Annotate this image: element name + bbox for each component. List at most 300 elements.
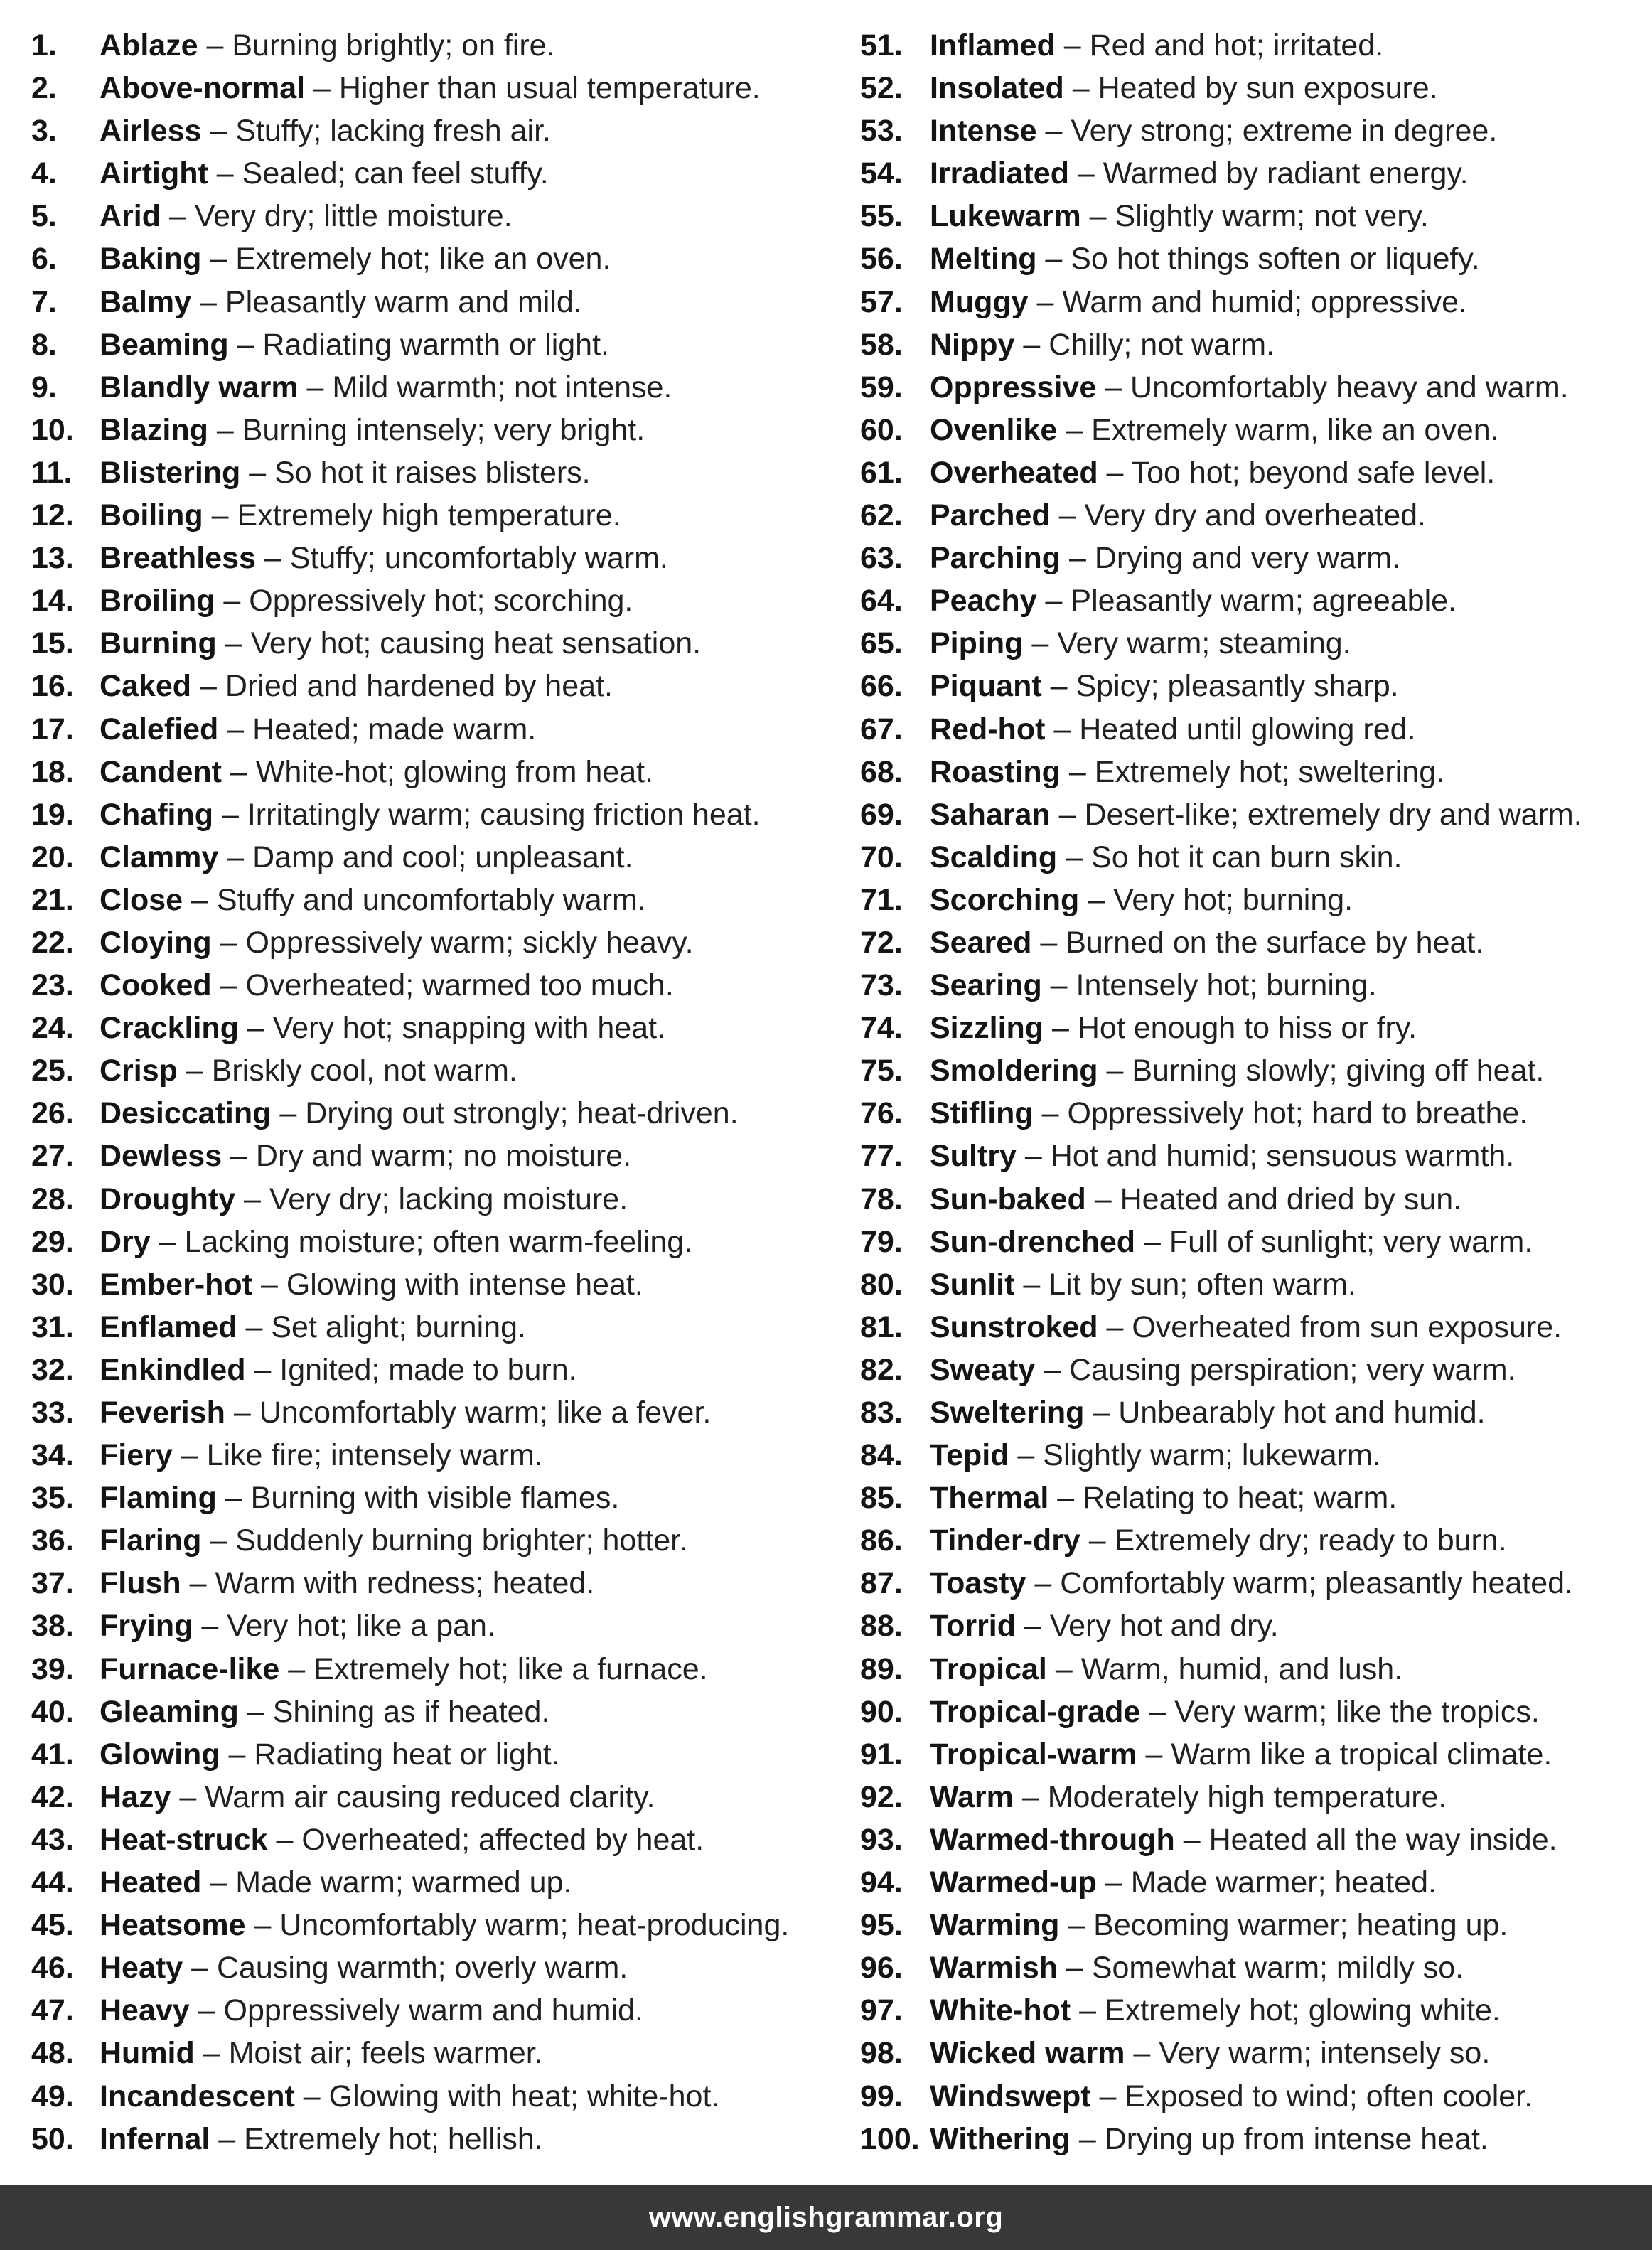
item-number: 50.	[31, 2121, 74, 2156]
item-number: 28.	[31, 1182, 74, 1216]
item-number: 32.	[31, 1352, 74, 1387]
item-term: Flaring	[100, 1523, 202, 1558]
item-number: 36.	[31, 1523, 74, 1558]
item-term: Hazy	[100, 1779, 171, 1814]
item-term: Seared	[930, 925, 1032, 960]
item-separator: –	[225, 1395, 259, 1430]
item-text	[100, 1907, 789, 1949]
item-term: Cloying	[100, 925, 212, 960]
item-text	[930, 1479, 1397, 1522]
item-separator: –	[201, 1523, 236, 1558]
item-separator: –	[183, 882, 217, 917]
item-text	[930, 1821, 1557, 1864]
item-number: 2.	[31, 71, 57, 106]
list-item	[31, 27, 842, 70]
item-text	[930, 497, 1426, 540]
list-item	[860, 1009, 1642, 1052]
item-definition: Stuffy and uncomfortably warm.	[216, 882, 646, 917]
item-term: Ember-hot	[100, 1267, 252, 1302]
item-term: Incandescent	[100, 2079, 295, 2114]
item-number: 33.	[31, 1395, 74, 1430]
list-item	[31, 754, 842, 796]
item-text	[100, 1821, 704, 1864]
item-separator: –	[255, 541, 290, 576]
list-item	[860, 284, 1642, 326]
item-term: Stifling	[930, 1096, 1034, 1131]
item-term: Above-normal	[100, 71, 306, 106]
item-number: 52.	[860, 71, 903, 106]
item-definition: Very warm; intensely so.	[1159, 2036, 1491, 2071]
item-separator: –	[1033, 1096, 1068, 1131]
word-list-column-right	[860, 27, 1642, 2163]
item-term: Searing	[930, 968, 1042, 1003]
item-term: Broiling	[100, 584, 215, 618]
item-separator: –	[1059, 1908, 1094, 1943]
item-definition: Pleasantly warm and mild.	[225, 284, 582, 319]
item-definition: Heated and dried by sun.	[1120, 1182, 1462, 1216]
item-text	[100, 1009, 665, 1052]
item-number: 96.	[860, 1951, 903, 1986]
item-number: 91.	[860, 1737, 903, 1772]
item-separator: –	[150, 1224, 185, 1259]
item-definition: Somewhat warm; mildly so.	[1091, 1951, 1464, 1986]
list-item	[31, 2035, 842, 2077]
item-separator: –	[1098, 455, 1132, 490]
item-separator: –	[240, 455, 275, 490]
item-number: 11.	[31, 455, 73, 490]
item-number: 14.	[31, 584, 74, 618]
list-item	[860, 1437, 1642, 1479]
item-number: 43.	[31, 1822, 74, 1857]
list-item	[860, 882, 1642, 924]
item-definition: Extremely warm, like an oven.	[1091, 412, 1499, 447]
item-term: Blandly warm	[100, 370, 299, 405]
item-text	[100, 668, 613, 710]
list-item	[860, 112, 1642, 155]
item-term: Saharan	[930, 797, 1051, 832]
list-item	[860, 1693, 1642, 1736]
item-number: 54.	[860, 156, 903, 191]
item-term: Sweltering	[930, 1395, 1085, 1430]
item-number: 24.	[31, 1011, 74, 1046]
item-separator: –	[211, 925, 246, 960]
item-term: Sizzling	[930, 1011, 1044, 1046]
item-definition: So hot it can burn skin.	[1091, 840, 1402, 874]
item-term: Clammy	[100, 840, 219, 874]
item-definition: Slightly warm; lukewarm.	[1043, 1438, 1381, 1473]
item-separator: –	[245, 1908, 280, 1943]
item-number: 83.	[860, 1395, 903, 1430]
item-term: Tropical	[930, 1651, 1047, 1686]
list-item	[31, 796, 842, 839]
list-item	[860, 1223, 1642, 1266]
item-definition: So hot it raises blisters.	[274, 455, 591, 490]
list-item	[860, 1052, 1642, 1095]
list-item	[31, 1693, 842, 1736]
item-number: 94.	[860, 1865, 903, 1900]
item-separator: –	[218, 840, 253, 874]
item-text	[100, 625, 701, 668]
item-text	[100, 1864, 572, 1907]
item-separator: –	[161, 199, 195, 234]
list-item	[860, 1309, 1642, 1351]
item-separator: –	[213, 797, 247, 832]
item-definition: Very hot; snapping with heat.	[272, 1011, 665, 1046]
item-text	[100, 882, 646, 924]
list-item	[860, 625, 1642, 668]
item-text	[100, 2121, 543, 2163]
item-definition: Oppressively warm; sickly heavy.	[245, 925, 694, 960]
item-text	[930, 240, 1480, 283]
item-number: 41.	[31, 1737, 74, 1772]
item-term: Windswept	[930, 2079, 1091, 2114]
list-item	[31, 1949, 842, 1992]
item-number: 9.	[31, 370, 57, 405]
item-definition: Very dry; little moisture.	[194, 199, 513, 234]
item-term: Infernal	[100, 2121, 210, 2156]
item-term: Irradiated	[930, 156, 1069, 191]
item-separator: –	[1071, 1993, 1105, 2028]
item-separator: –	[235, 1182, 269, 1216]
item-separator: –	[210, 2121, 245, 2156]
item-number: 37.	[31, 1566, 74, 1601]
item-text	[930, 27, 1383, 70]
word-list-column-left	[31, 27, 842, 2163]
item-term: Chafing	[100, 797, 214, 832]
item-number: 90.	[860, 1694, 903, 1729]
item-text	[930, 112, 1497, 155]
list-item	[31, 1479, 842, 1522]
list-item	[31, 582, 842, 625]
item-text	[930, 1992, 1501, 2035]
item-term: Fiery	[100, 1438, 173, 1473]
list-item	[31, 1181, 842, 1223]
item-term: Calefied	[100, 712, 219, 746]
item-term: Oppressive	[930, 370, 1097, 405]
item-number: 35.	[31, 1481, 74, 1516]
item-text	[930, 2121, 1489, 2163]
item-number: 25.	[31, 1054, 74, 1088]
item-separator: –	[1048, 1481, 1083, 1516]
item-number: 10.	[31, 412, 74, 447]
item-definition: Becoming warmer; heating up.	[1093, 1908, 1508, 1943]
list-item	[31, 967, 842, 1009]
item-number: 26.	[31, 1096, 74, 1131]
item-definition: Extremely hot; like an oven.	[235, 242, 611, 277]
item-term: Flaming	[100, 1481, 217, 1516]
item-separator: –	[1028, 284, 1063, 319]
list-item	[860, 1522, 1642, 1565]
item-number: 19.	[31, 797, 74, 832]
item-number: 60.	[860, 412, 903, 447]
item-definition: Spicy; pleasantly sharp.	[1076, 669, 1399, 704]
item-separator: –	[177, 1054, 212, 1088]
item-number: 49.	[31, 2079, 74, 2114]
list-item	[31, 112, 842, 155]
item-definition: Extremely hot; sweltering.	[1094, 754, 1445, 789]
item-separator: –	[216, 626, 251, 661]
item-term: Arid	[100, 199, 161, 234]
item-definition: Drying up from intense heat.	[1104, 2121, 1489, 2156]
item-separator: –	[194, 2036, 229, 2071]
item-number: 92.	[860, 1779, 903, 1814]
item-term: Warmish	[930, 1951, 1058, 1986]
item-definition: Very strong; extreme in degree.	[1071, 114, 1498, 149]
item-separator: –	[1079, 882, 1114, 917]
item-separator: –	[1036, 114, 1071, 149]
item-definition: Very hot; like a pan.	[227, 1609, 495, 1644]
list-item	[31, 924, 842, 967]
item-term: Heavy	[100, 1993, 190, 2028]
item-term: Heatsome	[100, 1908, 246, 1943]
item-separator: –	[1036, 584, 1071, 618]
item-definition: Very hot and dry.	[1049, 1609, 1279, 1644]
item-text	[930, 1651, 1402, 1693]
list-item	[31, 1351, 842, 1394]
item-definition: Very dry; lacking moisture.	[269, 1182, 628, 1216]
item-separator: –	[305, 71, 339, 106]
item-definition: Made warmer; heated.	[1130, 1865, 1437, 1900]
item-term: Droughty	[100, 1182, 236, 1216]
item-number: 86.	[860, 1523, 903, 1558]
item-separator: –	[171, 1779, 205, 1814]
item-definition: Desert-like; extremely dry and warm.	[1084, 797, 1582, 832]
item-number: 77.	[860, 1139, 903, 1174]
item-text	[100, 540, 668, 582]
item-definition: Warm air causing reduced clarity.	[205, 1779, 655, 1814]
item-text	[100, 112, 551, 155]
item-text	[930, 1437, 1381, 1479]
item-separator: –	[1085, 1182, 1120, 1216]
item-term: Scalding	[930, 840, 1058, 874]
list-item	[860, 839, 1642, 882]
item-term: Boiling	[100, 498, 203, 533]
list-item	[31, 839, 842, 882]
item-term: Tropical-warm	[930, 1737, 1137, 1772]
list-item	[860, 1651, 1642, 1693]
item-separator: –	[1068, 156, 1103, 191]
item-number: 65.	[860, 626, 903, 661]
item-text	[100, 27, 555, 70]
item-number: 42.	[31, 1779, 74, 1814]
list-item	[860, 1736, 1642, 1779]
item-term: Red-hot	[930, 712, 1046, 746]
item-separator: –	[252, 1267, 286, 1302]
list-item	[860, 454, 1642, 497]
item-text	[100, 1779, 655, 1821]
item-definition: Extremely high temperature.	[237, 498, 621, 533]
item-separator: –	[1046, 1651, 1081, 1686]
item-text	[930, 1949, 1464, 1992]
item-text	[930, 924, 1484, 967]
item-text	[930, 796, 1582, 839]
list-item	[31, 668, 842, 710]
item-number: 5.	[31, 199, 57, 234]
item-definition: Dried and hardened by heat.	[225, 669, 613, 704]
item-term: Sweaty	[930, 1352, 1036, 1387]
item-term: Sun-drenched	[930, 1224, 1136, 1259]
list-item	[31, 284, 842, 326]
item-definition: Extremely hot; like a furnace.	[313, 1651, 708, 1686]
list-item	[31, 198, 842, 240]
item-term: Inflamed	[930, 28, 1056, 63]
item-separator: –	[237, 1309, 272, 1344]
item-separator: –	[1096, 370, 1131, 405]
item-number: 88.	[860, 1609, 903, 1644]
item-separator: –	[1061, 541, 1095, 576]
item-number: 45.	[31, 1908, 74, 1943]
item-separator: –	[189, 1993, 224, 2028]
item-separator: –	[245, 1352, 280, 1387]
item-text	[930, 1607, 1279, 1650]
item-number: 48.	[31, 2036, 74, 2071]
item-text	[930, 1223, 1533, 1266]
list-item	[860, 540, 1642, 582]
item-term: Breathless	[100, 541, 256, 576]
list-item	[31, 1266, 842, 1309]
item-text	[100, 1651, 708, 1693]
item-number: 95.	[860, 1908, 903, 1943]
item-separator: –	[1080, 199, 1115, 234]
item-text	[930, 1394, 1486, 1437]
item-term: Thermal	[930, 1481, 1049, 1516]
item-text	[100, 1437, 543, 1479]
item-definition: Briskly cool, not warm.	[211, 1054, 517, 1088]
item-text	[100, 796, 761, 839]
item-number: 12.	[31, 498, 74, 533]
item-number: 57.	[860, 284, 903, 319]
item-text	[100, 198, 513, 240]
list-item	[860, 1095, 1642, 1137]
list-item	[860, 240, 1642, 283]
item-text	[930, 1907, 1508, 1949]
item-definition: Extremely hot; glowing white.	[1105, 1993, 1501, 2028]
item-separator: –	[1014, 327, 1049, 362]
list-item	[31, 1565, 842, 1607]
item-text	[100, 369, 672, 412]
item-definition: Overheated; warmed too much.	[245, 968, 674, 1003]
list-item	[860, 2121, 1642, 2163]
item-number: 89.	[860, 1651, 903, 1686]
list-item	[860, 1607, 1642, 1650]
item-text	[930, 2035, 1490, 2077]
item-number: 100.	[860, 2121, 920, 2156]
list-item	[860, 369, 1642, 412]
item-definition: Very hot; burning.	[1113, 882, 1353, 917]
item-separator: –	[1057, 412, 1092, 447]
item-separator: –	[218, 712, 253, 746]
item-text	[930, 1565, 1573, 1607]
item-term: White-hot	[930, 1993, 1071, 2028]
item-text	[100, 412, 645, 454]
item-separator: –	[1050, 797, 1085, 832]
item-text	[100, 1266, 643, 1309]
item-term: Gleaming	[100, 1694, 239, 1729]
item-definition: Burned on the surface by heat.	[1066, 925, 1484, 960]
item-separator: –	[172, 1438, 207, 1473]
list-item	[860, 1949, 1642, 1992]
item-term: Desiccating	[100, 1096, 272, 1131]
item-text	[100, 967, 674, 1009]
item-separator: –	[228, 327, 263, 362]
item-separator: –	[208, 412, 242, 447]
item-text	[100, 924, 694, 967]
item-term: Parching	[930, 541, 1061, 576]
item-text	[930, 882, 1353, 924]
item-definition: Made warm; warmed up.	[235, 1865, 572, 1900]
item-definition: Stuffy; uncomfortably warm.	[289, 541, 668, 576]
item-term: Warmed-up	[930, 1865, 1097, 1900]
item-term: Tropical-grade	[930, 1694, 1141, 1729]
item-separator: –	[294, 2079, 329, 2114]
item-number: 58.	[860, 327, 903, 362]
item-number: 78.	[860, 1182, 903, 1216]
item-term: Airless	[100, 114, 202, 149]
item-number: 82.	[860, 1352, 903, 1387]
list-item	[860, 155, 1642, 198]
item-separator: –	[215, 584, 250, 618]
item-text	[100, 754, 653, 796]
item-definition: Ignited; made to burn.	[279, 1352, 577, 1387]
list-item	[860, 2078, 1642, 2121]
item-number: 98.	[860, 2036, 903, 2071]
item-number: 55.	[860, 199, 903, 234]
footer-url[interactable]: www.englishgrammar.org	[648, 2202, 1004, 2233]
item-number: 80.	[860, 1267, 903, 1302]
item-number: 6.	[31, 242, 57, 277]
item-definition: Pleasantly warm; agreeable.	[1071, 584, 1457, 618]
item-text	[100, 1693, 549, 1736]
item-number: 27.	[31, 1139, 74, 1174]
item-separator: –	[1026, 1566, 1061, 1601]
item-definition: Lit by sun; often warm.	[1048, 1267, 1356, 1302]
item-definition: Very warm; steaming.	[1057, 626, 1351, 661]
item-separator: –	[191, 284, 225, 319]
list-item	[31, 1992, 842, 2035]
item-number: 38.	[31, 1609, 74, 1644]
item-term: Frying	[100, 1609, 193, 1644]
list-item	[860, 326, 1642, 369]
item-definition: Burning brightly; on fire.	[232, 28, 555, 63]
item-text	[930, 625, 1351, 668]
list-item	[860, 70, 1642, 112]
item-term: Sun-baked	[930, 1182, 1086, 1216]
item-separator: –	[1044, 1011, 1078, 1046]
item-definition: Suddenly burning brighter; hotter.	[235, 1523, 688, 1558]
item-separator: –	[1096, 1865, 1131, 1900]
item-number: 84.	[860, 1438, 903, 1473]
item-text	[930, 412, 1499, 454]
item-separator: –	[220, 1737, 254, 1772]
item-separator: –	[1009, 1438, 1044, 1473]
list-item	[860, 1351, 1642, 1394]
item-term: Candent	[100, 754, 222, 789]
item-text	[930, 454, 1495, 497]
item-term: Humid	[100, 2036, 195, 2071]
list-item	[860, 1137, 1642, 1180]
item-term: Feverish	[100, 1395, 225, 1430]
item-separator: –	[222, 754, 256, 789]
item-definition: Moderately high temperature.	[1047, 1779, 1447, 1814]
list-item	[31, 1651, 842, 1693]
list-item	[31, 70, 842, 112]
item-term: Warm	[930, 1779, 1014, 1814]
item-term: Heaty	[100, 1951, 183, 1986]
list-item	[860, 711, 1642, 754]
item-number: 71.	[860, 882, 903, 917]
item-number: 69.	[860, 797, 903, 832]
list-item	[31, 454, 842, 497]
